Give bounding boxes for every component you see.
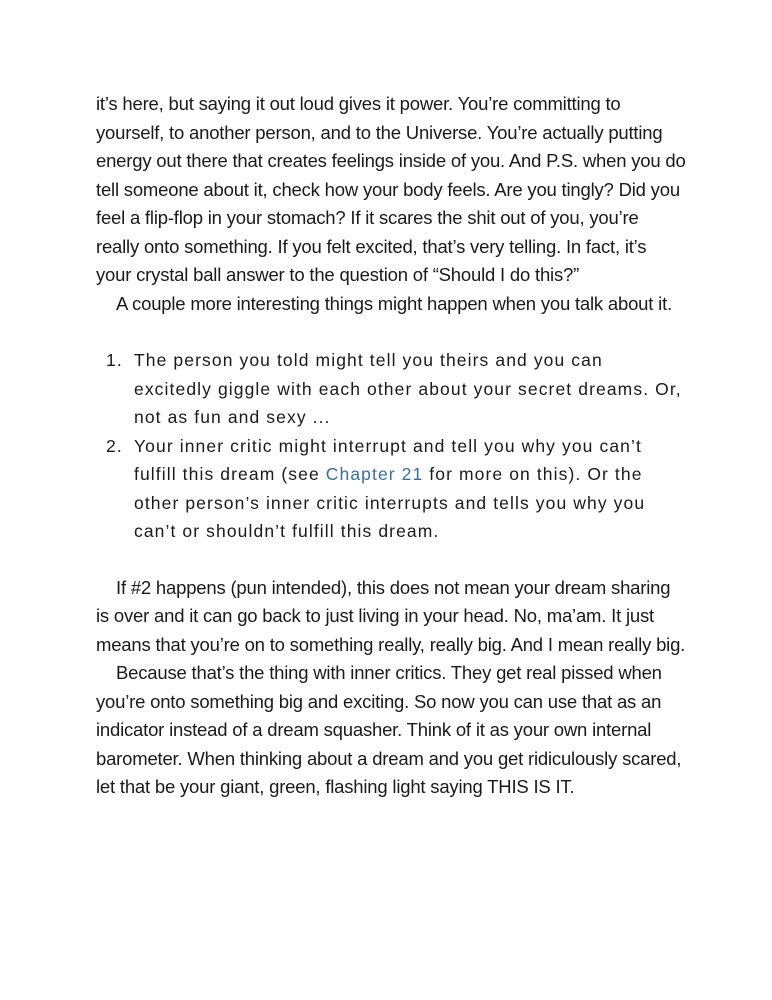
paragraph-inner-critics: Because that’s the thing with inner critics. They get real pissed when you’re onto something big and exciting. So now you can use that as an indicator instead of a dream squasher. Think of it as your own internal barometer. When thinking about a dream and you get ridiculously scared, let that be your giant, green, flashing light saying THIS IS IT. xyxy=(96,662,682,797)
list-item-text-before: Your inner critic might interrupt and tell you why you can’t fulfill this dream (see xyxy=(134,435,642,484)
numbered-list xyxy=(96,346,686,546)
list-item-text: The person you told might tell you theirs and you can excitedly giggle with each other about your secret dreams. Or, not as fun and sexy ... xyxy=(134,350,682,427)
list-item-text-after: for more on this). Or the other person’s inner critic interrupts and tells you why you can’t or shouldn’t fulfill this dream. xyxy=(134,464,646,541)
paragraph-if-2-happens: If #2 happens (pun intended), this does not mean your dream sharing is over and it can go back to just living in your head. No, ma’am. It just means that you’re on to something really, really big. And I mean really big. xyxy=(96,576,686,655)
list-item xyxy=(96,346,686,432)
paragraph-continuation: it’s here, but saying it out loud gives it power. You’re committing to yourself, to another person, and to the Universe. You’re actually putting energy out there that creates feelings inside of you. And P.S. when you do tell someone about it, check how your body feels. Are you tingly? Did you feel a flip-flop in your stomach? If it scares the shit out of you, you’re really onto something. If you felt excited, that’s very telling. In fact, it’s your crystal ball answer to the question of “Should I do this?” xyxy=(96,93,686,285)
page-content xyxy=(96,90,686,802)
paragraph-talk-about-it: A couple more interesting things might happen when you talk about it. xyxy=(116,292,672,314)
list-item-number: 1. xyxy=(106,350,123,370)
chapter-21-link[interactable]: Chapter 21 xyxy=(325,464,424,484)
list-item xyxy=(96,432,686,546)
list-item-number: 2. xyxy=(106,435,123,456)
